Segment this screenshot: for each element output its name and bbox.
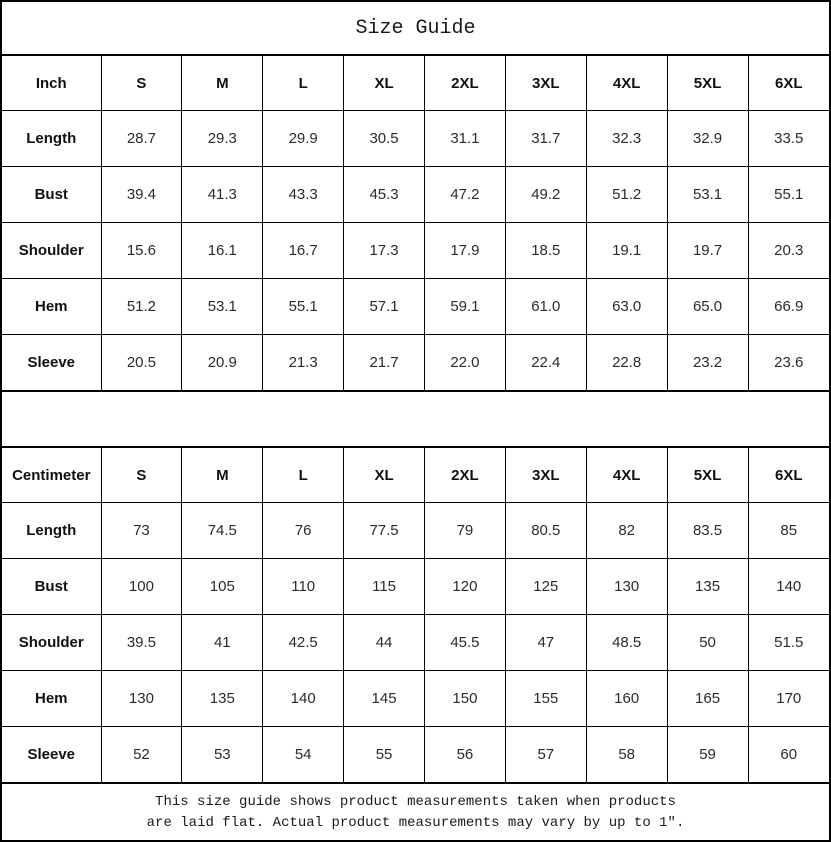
measurement-row bbox=[2, 559, 829, 615]
size-value-cell: 44 bbox=[344, 615, 425, 671]
footer-note-line1: This size guide shows product measurements taken when products bbox=[155, 793, 676, 810]
header-row bbox=[2, 448, 829, 503]
size-column-header: 2XL bbox=[425, 56, 506, 111]
row-label-cell: Shoulder bbox=[2, 615, 101, 671]
centimeter-table-body bbox=[2, 503, 829, 783]
size-value-cell: 18.5 bbox=[505, 223, 586, 279]
size-value-cell: 140 bbox=[263, 671, 344, 727]
size-column-header: XL bbox=[344, 448, 425, 503]
size-value-cell: 110 bbox=[263, 559, 344, 615]
size-value-cell: 57 bbox=[505, 727, 586, 783]
footer-note bbox=[2, 782, 829, 840]
size-value-cell: 120 bbox=[425, 559, 506, 615]
size-value-cell: 65.0 bbox=[667, 279, 748, 335]
measurement-row bbox=[2, 671, 829, 727]
measurement-row bbox=[2, 111, 829, 167]
size-value-cell: 30.5 bbox=[344, 111, 425, 167]
size-value-cell: 130 bbox=[101, 671, 182, 727]
size-value-cell: 43.3 bbox=[263, 167, 344, 223]
size-value-cell: 45.3 bbox=[344, 167, 425, 223]
size-column-header: L bbox=[263, 448, 344, 503]
size-value-cell: 45.5 bbox=[425, 615, 506, 671]
size-value-cell: 47.2 bbox=[425, 167, 506, 223]
row-label-cell: Bust bbox=[2, 167, 101, 223]
size-value-cell: 29.3 bbox=[182, 111, 263, 167]
size-value-cell: 115 bbox=[344, 559, 425, 615]
size-column-header: M bbox=[182, 448, 263, 503]
row-label-cell: Hem bbox=[2, 671, 101, 727]
size-value-cell: 155 bbox=[505, 671, 586, 727]
title-bar bbox=[2, 2, 829, 56]
measurement-row bbox=[2, 503, 829, 559]
size-value-cell: 59.1 bbox=[425, 279, 506, 335]
size-column-header: 3XL bbox=[505, 448, 586, 503]
row-label-cell: Sleeve bbox=[2, 335, 101, 391]
size-value-cell: 66.9 bbox=[748, 279, 829, 335]
size-column-header: 6XL bbox=[748, 56, 829, 111]
header-row bbox=[2, 56, 829, 111]
measurement-row bbox=[2, 223, 829, 279]
size-column-header: 4XL bbox=[586, 56, 667, 111]
size-value-cell: 77.5 bbox=[344, 503, 425, 559]
page-title: Size Guide bbox=[355, 16, 476, 40]
size-value-cell: 20.5 bbox=[101, 335, 182, 391]
size-value-cell: 54 bbox=[263, 727, 344, 783]
size-value-cell: 145 bbox=[344, 671, 425, 727]
size-value-cell: 135 bbox=[667, 559, 748, 615]
size-value-cell: 32.3 bbox=[586, 111, 667, 167]
size-value-cell: 55.1 bbox=[748, 167, 829, 223]
size-value-cell: 76 bbox=[263, 503, 344, 559]
size-value-cell: 100 bbox=[101, 559, 182, 615]
size-value-cell: 28.7 bbox=[101, 111, 182, 167]
size-value-cell: 53.1 bbox=[182, 279, 263, 335]
size-column-header: 5XL bbox=[667, 56, 748, 111]
size-value-cell: 56 bbox=[425, 727, 506, 783]
size-column-header: S bbox=[101, 448, 182, 503]
size-value-cell: 55 bbox=[344, 727, 425, 783]
inch-size-table bbox=[2, 56, 829, 390]
row-label-cell: Length bbox=[2, 503, 101, 559]
unit-label-cell: Inch bbox=[2, 56, 101, 111]
size-column-header: 5XL bbox=[667, 448, 748, 503]
size-value-cell: 140 bbox=[748, 559, 829, 615]
size-value-cell: 31.1 bbox=[425, 111, 506, 167]
size-value-cell: 170 bbox=[748, 671, 829, 727]
measurement-row bbox=[2, 615, 829, 671]
size-column-header: 4XL bbox=[586, 448, 667, 503]
size-column-header: XL bbox=[344, 56, 425, 111]
size-value-cell: 42.5 bbox=[263, 615, 344, 671]
size-value-cell: 82 bbox=[586, 503, 667, 559]
inch-table-body bbox=[2, 111, 829, 391]
measurement-row bbox=[2, 167, 829, 223]
size-value-cell: 61.0 bbox=[505, 279, 586, 335]
size-value-cell: 47 bbox=[505, 615, 586, 671]
size-value-cell: 85 bbox=[748, 503, 829, 559]
size-value-cell: 63.0 bbox=[586, 279, 667, 335]
size-value-cell: 20.9 bbox=[182, 335, 263, 391]
size-value-cell: 165 bbox=[667, 671, 748, 727]
size-value-cell: 51.2 bbox=[101, 279, 182, 335]
size-value-cell: 15.6 bbox=[101, 223, 182, 279]
footer-note-line2: are laid flat. Actual product measurements may vary by up to 1″. bbox=[146, 814, 685, 831]
size-value-cell: 80.5 bbox=[505, 503, 586, 559]
centimeter-table-header bbox=[2, 448, 829, 503]
size-column-header: L bbox=[263, 56, 344, 111]
size-column-header: 3XL bbox=[505, 56, 586, 111]
size-value-cell: 55.1 bbox=[263, 279, 344, 335]
centimeter-size-table bbox=[2, 448, 829, 782]
size-value-cell: 16.7 bbox=[263, 223, 344, 279]
size-value-cell: 150 bbox=[425, 671, 506, 727]
size-value-cell: 53.1 bbox=[667, 167, 748, 223]
size-value-cell: 57.1 bbox=[344, 279, 425, 335]
size-value-cell: 33.5 bbox=[748, 111, 829, 167]
size-value-cell: 21.7 bbox=[344, 335, 425, 391]
size-value-cell: 53 bbox=[182, 727, 263, 783]
size-value-cell: 160 bbox=[586, 671, 667, 727]
size-value-cell: 58 bbox=[586, 727, 667, 783]
size-value-cell: 22.8 bbox=[586, 335, 667, 391]
size-column-header: 6XL bbox=[748, 448, 829, 503]
row-label-cell: Bust bbox=[2, 559, 101, 615]
size-value-cell: 74.5 bbox=[182, 503, 263, 559]
size-value-cell: 105 bbox=[182, 559, 263, 615]
size-value-cell: 39.4 bbox=[101, 167, 182, 223]
size-value-cell: 29.9 bbox=[263, 111, 344, 167]
row-label-cell: Sleeve bbox=[2, 727, 101, 783]
unit-label-cell: Centimeter bbox=[2, 448, 101, 503]
size-value-cell: 41.3 bbox=[182, 167, 263, 223]
size-value-cell: 60 bbox=[748, 727, 829, 783]
row-label-cell: Shoulder bbox=[2, 223, 101, 279]
row-label-cell: Length bbox=[2, 111, 101, 167]
size-value-cell: 135 bbox=[182, 671, 263, 727]
size-value-cell: 32.9 bbox=[667, 111, 748, 167]
measurement-row bbox=[2, 727, 829, 783]
size-value-cell: 23.2 bbox=[667, 335, 748, 391]
size-value-cell: 59 bbox=[667, 727, 748, 783]
size-value-cell: 19.1 bbox=[586, 223, 667, 279]
row-label-cell: Hem bbox=[2, 279, 101, 335]
size-column-header: S bbox=[101, 56, 182, 111]
size-column-header: M bbox=[182, 56, 263, 111]
size-value-cell: 22.4 bbox=[505, 335, 586, 391]
size-value-cell: 17.3 bbox=[344, 223, 425, 279]
size-value-cell: 49.2 bbox=[505, 167, 586, 223]
size-value-cell: 31.7 bbox=[505, 111, 586, 167]
size-value-cell: 51.2 bbox=[586, 167, 667, 223]
measurement-row bbox=[2, 335, 829, 391]
size-value-cell: 73 bbox=[101, 503, 182, 559]
size-value-cell: 21.3 bbox=[263, 335, 344, 391]
inch-table-header bbox=[2, 56, 829, 111]
size-value-cell: 52 bbox=[101, 727, 182, 783]
size-value-cell: 48.5 bbox=[586, 615, 667, 671]
size-value-cell: 39.5 bbox=[101, 615, 182, 671]
size-value-cell: 17.9 bbox=[425, 223, 506, 279]
size-value-cell: 23.6 bbox=[748, 335, 829, 391]
size-value-cell: 79 bbox=[425, 503, 506, 559]
size-value-cell: 19.7 bbox=[667, 223, 748, 279]
size-value-cell: 130 bbox=[586, 559, 667, 615]
size-value-cell: 125 bbox=[505, 559, 586, 615]
size-value-cell: 22.0 bbox=[425, 335, 506, 391]
size-column-header: 2XL bbox=[425, 448, 506, 503]
size-value-cell: 51.5 bbox=[748, 615, 829, 671]
size-value-cell: 16.1 bbox=[182, 223, 263, 279]
size-value-cell: 20.3 bbox=[748, 223, 829, 279]
table-gap-spacer bbox=[2, 390, 829, 448]
size-value-cell: 83.5 bbox=[667, 503, 748, 559]
size-value-cell: 50 bbox=[667, 615, 748, 671]
measurement-row bbox=[2, 279, 829, 335]
size-value-cell: 41 bbox=[182, 615, 263, 671]
